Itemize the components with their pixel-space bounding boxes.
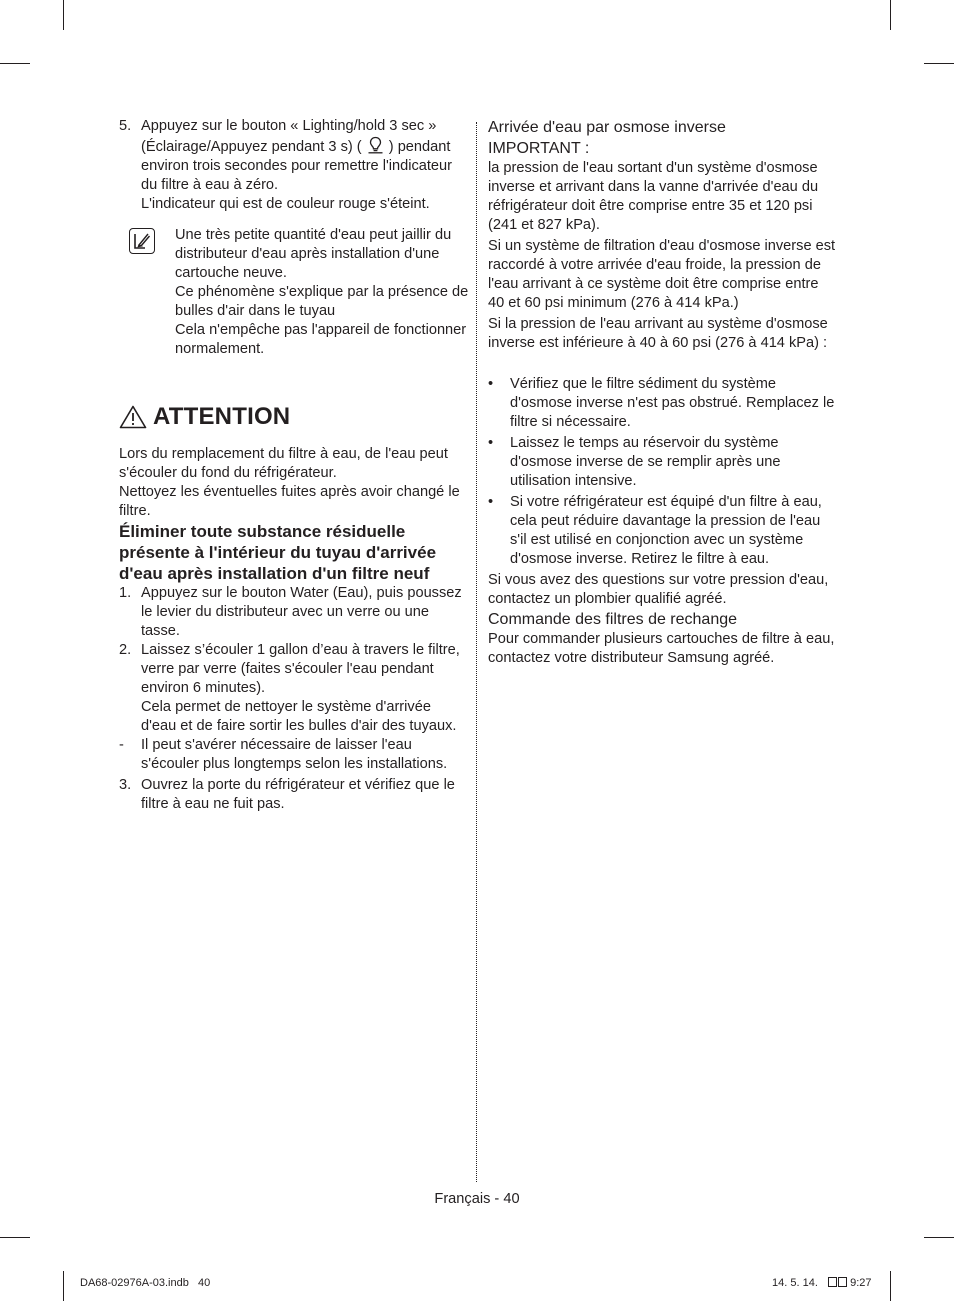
placeholder-glyph-icon — [828, 1277, 837, 1287]
warning-triangle-icon — [119, 405, 147, 429]
lightbulb-icon — [368, 136, 383, 154]
print-slug: DA68-02976A-03.indb 40 — [80, 1277, 211, 1289]
list-item: 3. Ouvrez la porte du réfrigérateur et vérifiez que le filtre à eau ne fuit pas. — [119, 777, 455, 812]
crop-mark — [890, 0, 891, 30]
step-text: ) pendant environ trois secondes pour remettre l'indicateur du filtre à eau à zéro. — [141, 139, 453, 193]
list-item: • Laissez le temps au réservoir du système d'osmose inverse de se remplir après une utilisation intensive. — [488, 434, 838, 491]
crop-mark — [890, 1271, 891, 1301]
list-item: • Si votre réfrigérateur est équipé d'un filtre à eau, cela peut réduire davantage la pression de l'eau s'il est utilisé en conjonction avec un système d'osmose inverse. Retirez le filtre à eau. — [488, 493, 838, 569]
step-text: Il peut s'avérer nécessaire de laisser l'eau s'écouler plus longtemps selon les installations. — [141, 737, 448, 772]
right-column — [488, 117, 838, 668]
print-date: 14. 5. 14. 9:27 — [772, 1277, 872, 1289]
paragraph: Si vous avez des questions sur votre pression d'eau, contactez un plombier qualifié agréé. — [488, 572, 829, 607]
note-text: Cela n'empêche pas l'appareil de fonctionner normalement. — [175, 322, 467, 357]
section-heading: Commande des filtres de rechange — [488, 611, 738, 628]
page-number: Français - 40 — [434, 1191, 520, 1207]
step-text: Ouvrez la porte du réfrigérateur et vérifiez que le filtre à eau ne fuit pas. — [141, 777, 455, 812]
crop-mark — [924, 63, 954, 64]
note-box — [119, 226, 469, 359]
step-text: Laissez s’écouler 1 gallon d’eau à travers le filtre, verre par verre (faites s'écouler l'eau pendant environ 6 minutes). — [141, 642, 460, 696]
placeholder-glyph-icon — [838, 1277, 847, 1287]
step-extra: Cela permet de nettoyer le système d'arrivée d'eau et de faire sortir les bulles d'air des tuyaux. — [141, 699, 457, 734]
step-text: Appuyez sur le bouton « Lighting/hold 3 sec » (Éclairage/Appuyez pendant 3 s) ( — [141, 118, 437, 155]
list-item: • Vérifiez que le filtre sédiment du système d'osmose inverse n'est pas obstrué. Remplacez le filtre si nécessaire. — [488, 375, 838, 432]
step-list-top — [119, 117, 469, 214]
paragraph: la pression de l'eau sortant d'un système d'osmose inverse et arrivant dans la vanne d'arrivée d'eau du réfrigérateur doit être comprise entre 35 et 120 psi (241 et 827 kPa). — [488, 160, 819, 233]
paragraph: Si la pression de l'eau arrivant au système d'osmose inverse est inférieure à 40 à 60 psi (276 à 414 kPa) : — [488, 316, 828, 351]
step-extra: L'indicateur qui est de couleur rouge s'éteint. — [141, 196, 430, 212]
note-text: Ce phénomène s'explique par la présence de bulles d'air dans le tuyau — [175, 284, 469, 319]
note-pencil-icon — [129, 228, 155, 254]
attention-text: Lors du remplacement du filtre à eau, de l'eau peut s'écouler du fond du réfrigérateur. — [119, 446, 448, 481]
crop-mark — [924, 1237, 954, 1238]
crop-mark — [0, 1237, 30, 1238]
attention-text: Nettoyez les éventuelles fuites après avoir changé le filtre. — [119, 484, 460, 519]
crop-mark — [0, 63, 30, 64]
bullet-list — [488, 375, 838, 569]
list-item: 2. Laissez s’écouler 1 gallon d’eau à travers le filtre, verre par verre (faites s'écouler l'eau pendant environ 6 minutes). Cela permet de nettoyer le système d'arrivée d'eau et de faire sortir les bulles d'air des tuyaux. — [119, 641, 469, 736]
note-text: Une très petite quantité d'eau peut jaillir du distributeur d'eau après installation d'une cartouche neuve. — [175, 227, 452, 281]
list-item: 5. Appuyez sur le bouton « Lighting/hold 3 sec » (Éclairage/Appuyez pendant 3 s) ( ) pendant environ trois secondes pour remettre l'indicateur du filtre à eau à zéro. L'indicateur qui est de couleur rouge s'éteint. — [119, 117, 469, 214]
step-text: Appuyez sur le bouton Water (Eau), puis poussez le levier du distributeur avec un verre ou une tasse. — [141, 585, 462, 639]
step-list — [119, 584, 469, 814]
paragraph: Pour commander plusieurs cartouches de filtre à eau, contactez votre distributeur Samsung agréé. — [488, 631, 835, 666]
left-column — [119, 117, 469, 814]
crop-mark — [63, 0, 64, 30]
list-item: 1. Appuyez sur le bouton Water (Eau), puis poussez le levier du distributeur avec un verre ou une tasse. — [119, 585, 462, 639]
crop-mark — [63, 1271, 64, 1301]
attention-heading: ATTENTION — [119, 403, 469, 431]
section-title: Éliminer toute substance résiduelle présente à l'intérieur du tuyau d'arrivée d'eau après installation d'un filtre neuf — [119, 522, 437, 583]
list-item: - Il peut s'avérer nécessaire de laisser l'eau s'écouler plus longtemps selon les installations. — [119, 737, 448, 772]
attention-body — [119, 445, 469, 521]
column-divider — [476, 122, 477, 1182]
paragraph: Si un système de filtration d'eau d'osmose inverse est raccordé à votre arrivée d'eau froide, la pression de l'eau arrivant à ce système doit être comprise entre 40 et 60 psi minimum (276 à 414 kPa.) — [488, 238, 836, 311]
section-heading: Arrivée d'eau par osmose inverse IMPORTANT : — [488, 119, 726, 157]
